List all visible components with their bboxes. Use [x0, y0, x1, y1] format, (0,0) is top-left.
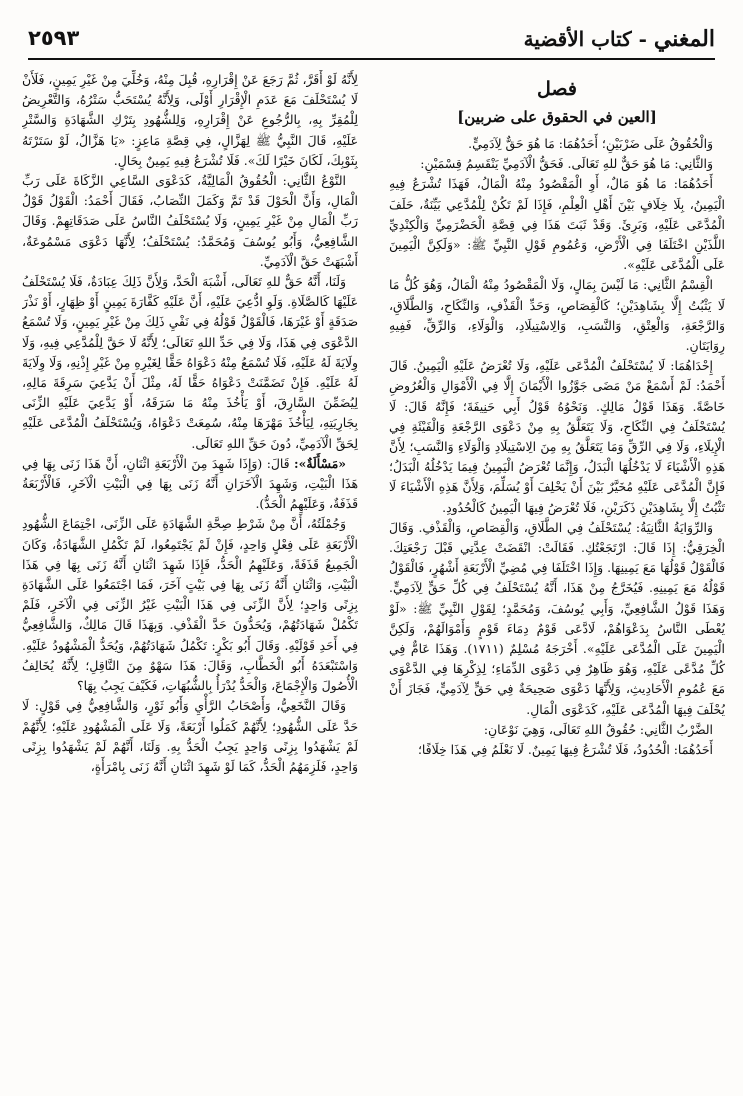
page-number: ٢٥٩٣: [28, 26, 80, 50]
page-header: [28, 24, 715, 60]
paragraph: الْقِسْمُ الثَّانِي: مَا لَيْسَ بِمَالٍ، وَلَا الْمَقْصُودُ مِنْهُ الْمَالُ، وَهُوَ كُلُّ مَا لَا يَثْبُتُ إِلَّا بِشَاهِدَيْنِ؛ كَالْقِصَاصِ، وَحَدِّ الْقَذْفِ، وَالنِّكَاحِ، وَالطَّلَاقِ، وَالرَّجْعَةِ، وَالْعِتْقِ، وَالنَّسَبِ، وَالِاسْتِيلَادِ، وَالْوَلَاءِ، وَالرِّقِّ، فَفِيهِ رِوَايَتَانِ.: [389, 277, 725, 354]
masala-paragraph: [22, 454, 358, 515]
chapter-title: كتاب الأقضية: [523, 27, 632, 51]
paragraph: وَقَالَ النَّخَعِيُّ، وَأَصْحَابُ الرَّأْيِ وَأَبُو ثَوْرٍ، وَالشَّافِعِيُّ فِي قَوْلٍ: لَا حَدَّ عَلَى الشُّهُودِ؛ لِأَنَّهُمْ كَمَلُوا أَرْبَعَةً، وَلَا عَلَى الْمَشْهُودِ عَلَيْهِ؛ لِأَنَّهُمْ لَمْ يَشْهَدُوا بِزِنًى وَاحِدٍ يَجِبُ الْحَدُّ بِهِ. وَلَنَا، أَنَّهُمْ لَمْ يَشْهَدُوا بِزِنًى وَاحِدٍ، فَلَزِمَهُمُ الْحَدُّ، كَمَا لَوْ شَهِدَ اثْنَانِ أَنَّهُ زَنَى بِامْرَأَةٍ،: [22, 698, 358, 774]
paragraph: النَّوْعُ الثَّانِي: الْحُقُوقُ الْمَالِيَّةُ، كَدَعْوَى السَّاعِي الزَّكَاةَ عَلَى رَبِّ الْمَالِ، وَأَنَّ الْحَوْلَ قَدْ تَمَّ وَكَمَلَ النِّصَابُ، فَقَالَ أَحْمَدُ: الْقَوْلُ قَوْلُ رَبِّ الْمَالِ مِنْ غَيْرِ يَمِينٍ، وَلَا يُسْتَحْلَفُ النَّاسُ عَلَى صَدَقَاتِهِمْ. وَقَالَ الشَّافِعِيُّ، وَأَبُو يُوسُفَ وَمُحَمَّدٌ: يُسْتَحْلَفُ؛ لِأَنَّهَا دَعْوَى مَسْمُوعَةٌ، أَشْبَهَتْ حَقَّ الْآدَمِيِّ.: [22, 173, 358, 269]
paragraph: أَحَدُهُمَا: الْحُدُودُ، فَلَا تُشْرَعُ فِيهَا يَمِينٌ. لَا نَعْلَمُ فِي هَذَا خِلَافًا؛: [417, 742, 713, 758]
paragraph: وَالثَّانِي: مَا هُوَ حَقٌّ للهِ تَعَالَى. فَحَقُّ الْآدَمِيِّ يَنْقَسِمُ قِسْمَيْنِ:: [420, 156, 713, 172]
paragraph: وَلَنَا، أَنَّهُ حَقٌّ للهِ تَعَالَى، أَشْبَهَ الْحَدَّ، وَلِأَنَّ ذَلِكَ عِبَادَةٌ، فَلَا يُسْتَحْلَفُ عَلَيْهَا كَالصَّلَاةِ. وَلَوِ ادُّعِيَ عَلَيْهِ، أَنَّ عَلَيْهِ كَفَّارَةَ يَمِينٍ أَوْ ظِهَارٍ، أَوْ نَذْرَ صَدَقَةٍ أَوْ غَيْرَهَا، فَالْقَوْلُ قَوْلُهُ فِي نَفْيِ ذَلِكَ مِنْ غَيْرِ يَمِينٍ، وَلَا تُسْمَعُ الدَّعْوَى فِي هَذَا، وَلَا فِي حَدِّ اللهِ تَعَالَى؛ لِأَنَّهُ لَا حَقَّ لِلْمُدَّعِي فِيهِ، وَلَا وِلَايَةَ لَهُ عَلَيْهِ، فَلَا تُسْمَعُ مِنْهُ دَعْوَاهُ حَقًّا لِغَيْرِهِ مِنْ غَيْرِ إِذْنِهِ، وَلَا وِلَايَةَ لَهُ عَلَيْهِ. فَإِنْ تَضَمَّنَتْ دَعْوَاهُ حَقًّا لَهُ، مِثْلَ أَنْ يَدَّعِيَ سَرِقَةَ مَالِهِ، لِيُضَمِّنَ السَّارِقَ، أَوْ يَأْخُذَ مِنْهُ مَا سَرَقَهُ، أَوْ يَدَّعِيَ عَلَيْهِ الزِّنَى بِجَارِيَتِهِ، لِيَأْخُذَ مَهْرَهَا مِنْهُ، سُمِعَتْ دَعْوَاهُ، وَيُسْتَحْلَفُ الْمُدَّعَى عَلَيْهِ لِحَقِّ الْآدَمِيِّ، دُونَ حَقِّ اللهِ تَعَالَى.: [22, 274, 358, 451]
paragraph: أَحَدُهُمَا: مَا هُوَ مَالٌ، أَوِ الْمَقْصُودُ مِنْهُ الْمَالُ، فَهَذَا تُشْرَعُ فِيهِ الْيَمِينُ، بِلَا خِلَافٍ بَيْنَ أَهْلِ الْعِلْمِ، فَإِذَا لَمْ تَكُنْ لِلْمُدَّعِي بَيِّنَةٌ، حَلَفَ الْمُدَّعَى عَلَيْهِ، وَبَرِئَ. وَقَدْ ثَبَتَ هَذَا فِي قِصَّةِ الْحَضْرَمِيِّ وَالْكِنْدِيِّ اللَّذَيْنِ اخْتَلَفَا فِي الْأَرْضِ، وَعُمُومِ قَوْلِ النَّبِيِّ ﷺ: «وَلَكِنَّ الْيَمِينَ عَلَى الْمُدَّعَى عَلَيْهِ».: [389, 176, 725, 273]
masala-label: «مَسْأَلَةٌ»:: [294, 455, 346, 471]
paragraph: وَالرِّوَايَةُ الثَّانِيَةُ: يُسْتَحْلَفُ فِي الطَّلَاقِ، وَالْقِصَاصِ، وَالْقَذْفِ. وَقَالَ الْخِرَقِيُّ: إِذَا قَالَ: ارْتَجَعْتُكِ. فَقَالَتْ: انْقَضَتْ عِدَّتِي قَبْلَ رَجْعَتِكَ. فَالْقَوْلُ قَوْلُهَا مَعَ يَمِينِهَا. وَإِذَا اخْتَلَفَا فِي مُضِيِّ الْأَرْبَعَةِ أَشْهُرٍ، فَالْقَوْلُ قَوْلُهُ مَعَ يَمِينِهِ. فَيُخَرَّجُ مِنْ هَذَا، أَنَّهُ يُسْتَحْلَفُ فِي كُلِّ حَقٍّ لِآدَمِيٍّ. وَهَذَا قَوْلُ الشَّافِعِيِّ، وَأَبِي يُوسُفَ، وَمُحَمَّدٍ؛ لِقَوْلِ النَّبِيِّ ﷺ: «لَوْ يُعْطَى النَّاسُ بِدَعْوَاهُمْ، لَادَّعَى قَوْمٌ دِمَاءَ قَوْمٍ وَأَمْوَالَهُمْ، وَلَكِنَّ الْيَمِينَ عَلَى الْمُدَّعَى عَلَيْهِ». أَخْرَجَهُ مُسْلِمٌ (١٧١١). وَهَذَا عَامٌّ فِي كُلِّ مُدَّعًى عَلَيْهِ، وَهُوَ ظَاهِرٌ فِي دَعْوَى الدِّمَاءِ؛ لِذِكْرِهَا فِي الدَّعْوَى مَعَ عُمُومِ الْأَحَادِيثِ، وَلِأَنَّهَا دَعْوَى صَحِيحَةٌ فِي حَقٍّ لِآدَمِيٍّ، فَجَازَ أَنْ يُحْلَفَ فِيهَا الْمُدَّعَى عَلَيْهِ، كَدَعْوَى الْمَالِ.: [389, 519, 725, 717]
paragraph: الضَّرْبُ الثَّانِي: حُقُوقُ اللهِ تَعَالَى، وَهِيَ نَوْعَانِ:: [483, 721, 713, 737]
paragraph: وَالْحُقُوقُ عَلَى ضَرْبَيْنِ؛ أَحَدُهُمَا: مَا هُوَ حَقٌّ لِآدَمِيٍّ.: [468, 136, 713, 151]
section-subtitle: [العين في الحقوق على ضربين]: [457, 108, 657, 126]
paragraph: لِأَنَّهُ لَوْ أَقَرَّ، ثُمَّ رَجَعَ عَنْ إِقْرَارِهِ، قُبِلَ مِنْهُ، وَخُلِّيَ مِنْ غَيْرِ يَمِينٍ، فَلَأَنْ لَا يُسْتَحْلَفَ مَعَ عَدَمِ الْإِقْرَارِ أَوْلَى، وَلِأَنَّهُ يُسْتَحَبُّ سَتْرُهُ، وَالتَّعْرِيضُ لِلْمُقِرِّ بِهِ، بِالرُّجُوعِ عَنْ إِقْرَارِهِ، وَلِلشُّهُودِ بِتَرْكِ الشَّهَادَةِ وَالسَّتْرِ عَلَيْهِ، قَالَ النَّبِيُّ ﷺ لِهَزَّالٍ، فِي قِصَّةِ مَاعِزٍ: «يَا هَزَّالُ، لَوْ سَتَرْتَهُ بِثَوْبِكَ، لَكَانَ خَيْرًا لَكَ». فَلَا تُشْرَعُ فِيهِ يَمِينٌ بِحَالٍ.: [22, 72, 358, 168]
running-head: [524, 26, 715, 52]
book-title: المغني: [653, 26, 715, 52]
header-separator: -: [631, 27, 654, 51]
right-column: [389, 70, 725, 1078]
masala-text: قَالَ: (وَإِذَا شَهِدَ مِنَ الْأَرْبَعَةِ اثْنَانِ، أَنَّ هَذَا زَنَى بِهَا فِي هَذَا الْبَيْتِ، وَشَهِدَ الْآخَرَانِ أَنَّهُ زَنَى بِهَا فِي الْبَيْتِ الْآخَرِ، فَالْأَرْبَعَةُ قَذَفَةٌ، وَعَلَيْهِمُ الْحَدُّ).: [22, 455, 358, 512]
section-title: فصل: [537, 78, 577, 100]
left-column: [22, 70, 358, 1078]
paragraph: وَجُمْلَتُهُ، أَنَّ مِنْ شَرْطِ صِحَّةِ الشَّهَادَةِ عَلَى الزِّنَى، اجْتِمَاعَ الشُّهُودِ الْأَرْبَعَةِ عَلَى فِعْلٍ وَاحِدٍ، فَإِنْ لَمْ يَجْتَمِعُوا، لَمْ تَكْمُلِ الشَّهَادَةُ، وَكَانَ الْجَمِيعُ قَذَفَةً، وَعَلَيْهِمُ الْحَدُّ، فَإِذَا شَهِدَ اثْنَانِ أَنَّهُ زَنَى بِهَا فِي هَذَا الْبَيْتِ، وَاثْنَانِ أَنَّهُ زَنَى بِهَا فِي بَيْتٍ آخَرَ، فَمَا اجْتَمَعُوا عَلَى الشَّهَادَةِ بِزِنًى وَاحِدٍ؛ لِأَنَّ الزِّنَى فِي هَذَا الْبَيْتِ غَيْرُ الزِّنَى فِي الْآخَرِ، فَلَمْ تَكْمُلْ شَهَادَتُهُمْ، وَيُحَدُّونَ حَدَّ الْقَذْفِ. وَبِهَذَا قَالَ مَالِكٌ، وَالشَّافِعِيُّ فِي أَحَدِ قَوْلَيْهِ. وَقَالَ أَبُو بَكْرٍ: تَكْمُلُ شَهَادَتُهُمْ، وَيُحَدُّ الْمَشْهُودُ عَلَيْهِ. وَاسْتَبْعَدَهُ أَبُو الْخَطَّابِ، وَقَالَ: هَذَا سَهْوٌ مِنَ النَّاقِلِ؛ لِأَنَّهُ يُخَالِفُ الْأُصُولَ وَالْإِجْمَاعَ، وَالْحَدُّ يُدْرَأُ بِالشُّبُهَاتِ، فَكَيْفَ يَجِبُ بِهَا؟: [22, 516, 358, 694]
paragraph: إِحْدَاهُمَا: لَا يُسْتَحْلَفُ الْمُدَّعَى عَلَيْهِ، وَلَا تُعْرَضُ عَلَيْهِ الْيَمِينُ. قَالَ أَحْمَدُ: لَمْ أَسْمَعْ مَنْ مَضَى جَوَّزُوا الْأَيْمَانَ إِلَّا فِي الْأَمْوَالِ وَالْعُرُوضِ خَاصَّةً. وَهَذَا قَوْلُ مَالِكٍ. وَنَحْوُهُ قَوْلُ أَبِي حَنِيفَةَ؛ فَإِنَّهُ قَالَ: لَا يُسْتَحْلَفُ فِي النِّكَاحِ، وَلَا يَتَعَلَّقُ بِهِ مِنْ دَعْوَى الرَّجْعَةِ وَالْفَيْئَةِ فِي الْإِيلَاءِ، وَلَا فِي الرِّقِّ وَمَا يَتَعَلَّقُ بِهِ مِنَ الِاسْتِيلَادِ وَالْوَلَاءِ وَالنَّسَبِ؛ لِأَنَّ هَذِهِ الْأَشْيَاءَ لَا يَدْخُلُهَا الْبَدَلُ، وَإِنَّمَا تُعْرَضُ الْيَمِينُ فِيمَا يَدْخُلُهُ الْبَدَلُ؛ فَإِنَّ الْمُدَّعَى عَلَيْهِ مُخَيَّرٌ بَيْنَ أَنْ يَحْلِفَ أَوْ يُسَلِّمَ، وَلِأَنَّ هَذِهِ الْأَشْيَاءَ لَا تَثْبُتُ إِلَّا بِشَاهِدَيْنِ ذَكَرَيْنِ، فَلَا تُعْرَضُ فِيهَا الْيَمِينُ كَالْحُدُودِ.: [389, 358, 725, 515]
